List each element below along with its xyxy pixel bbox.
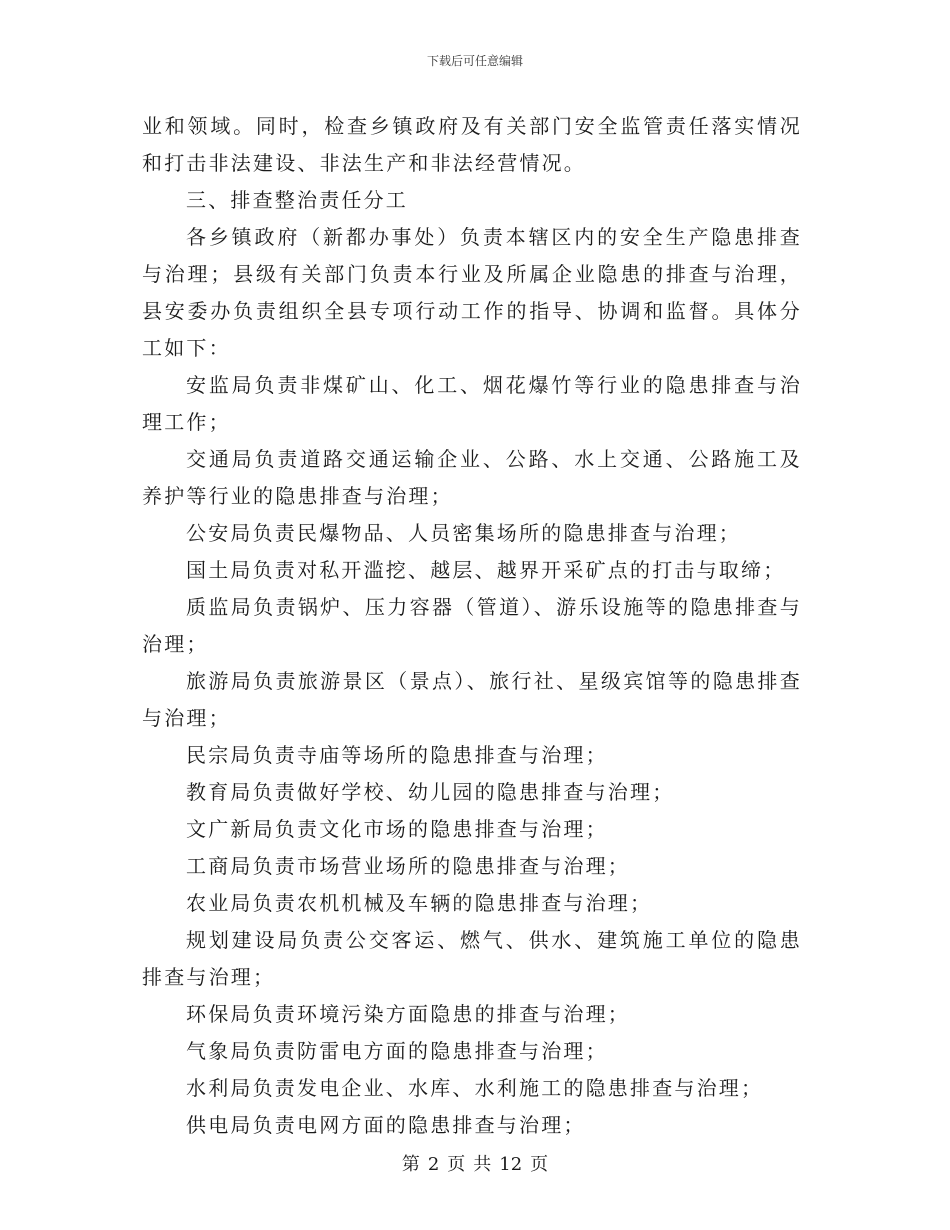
paragraph: 业和领域。同时，检查乡镇政府及有关部门安全监管责任落实情况和打击非法建设、非法生产和非法经营情况。	[142, 114, 802, 175]
paragraph: 安监局负责非煤矿山、化工、烟花爆竹等行业的隐患排查与治理工作；	[142, 373, 802, 434]
document-body	[142, 108, 802, 1144]
paragraph: 工商局负责市场营业场所的隐患排查与治理；	[186, 854, 630, 878]
footer-prefix: 第	[401, 1154, 420, 1175]
paragraph: 水利局负责发电企业、水库、水利施工的隐患排查与治理；	[186, 1076, 764, 1100]
footer-suffix: 页	[530, 1154, 549, 1175]
section-heading: 三、排查整治责任分工	[186, 188, 408, 212]
paragraph: 交通局负责道路交通运输企业、公路、水上交通、公路施工及养护等行业的隐患排查与治理；	[142, 447, 802, 508]
paragraph: 文广新局负责文化市场的隐患排查与治理；	[186, 817, 608, 841]
page-header	[0, 53, 950, 69]
paragraph: 旅游局负责旅游景区（景点）、旅行社、星级宾馆等的隐患排查与治理；	[142, 669, 802, 730]
paragraph: 民宗局负责寺庙等场所的隐患排查与治理；	[186, 743, 608, 767]
page-footer	[0, 1154, 950, 1176]
paragraph: 公安局负责民爆物品、人员密集场所的隐患排查与治理；	[186, 521, 741, 545]
header-text: 下载后可任意编辑	[426, 54, 523, 68]
current-page-number: 2	[427, 1154, 440, 1175]
paragraph: 规划建设局负责公交客运、燃气、供水、建筑施工单位的隐患排查与治理；	[142, 928, 802, 989]
footer-page-word: 页	[447, 1154, 466, 1175]
paragraph: 教育局负责做好学校、幼儿园的隐患排查与治理；	[186, 780, 675, 804]
footer-total-word: 共	[473, 1154, 492, 1175]
paragraph: 气象局负责防雷电方面的隐患排查与治理；	[186, 1039, 608, 1063]
paragraph: 农业局负责农机机械及车辆的隐患排查与治理；	[186, 891, 653, 915]
paragraph: 各乡镇政府（新都办事处）负责本辖区内的安全生产隐患排查与治理；县级有关部门负责本行业及所属企业隐患的排查与治理，县安委办负责组织全县专项行动工作的指导、协调和监督。具体分工如下：	[142, 225, 802, 360]
paragraph: 国土局负责对私开滥挖、越层、越界开采矿点的打击与取缔；	[186, 558, 786, 582]
paragraph: 环保局负责环境污染方面隐患的排查与治理；	[186, 1002, 630, 1026]
paragraph: 供电局负责电网方面的隐患排查与治理；	[186, 1113, 586, 1137]
total-page-count: 12	[499, 1154, 523, 1175]
paragraph: 质监局负责锅炉、压力容器（管道）、游乐设施等的隐患排查与治理；	[142, 595, 802, 656]
